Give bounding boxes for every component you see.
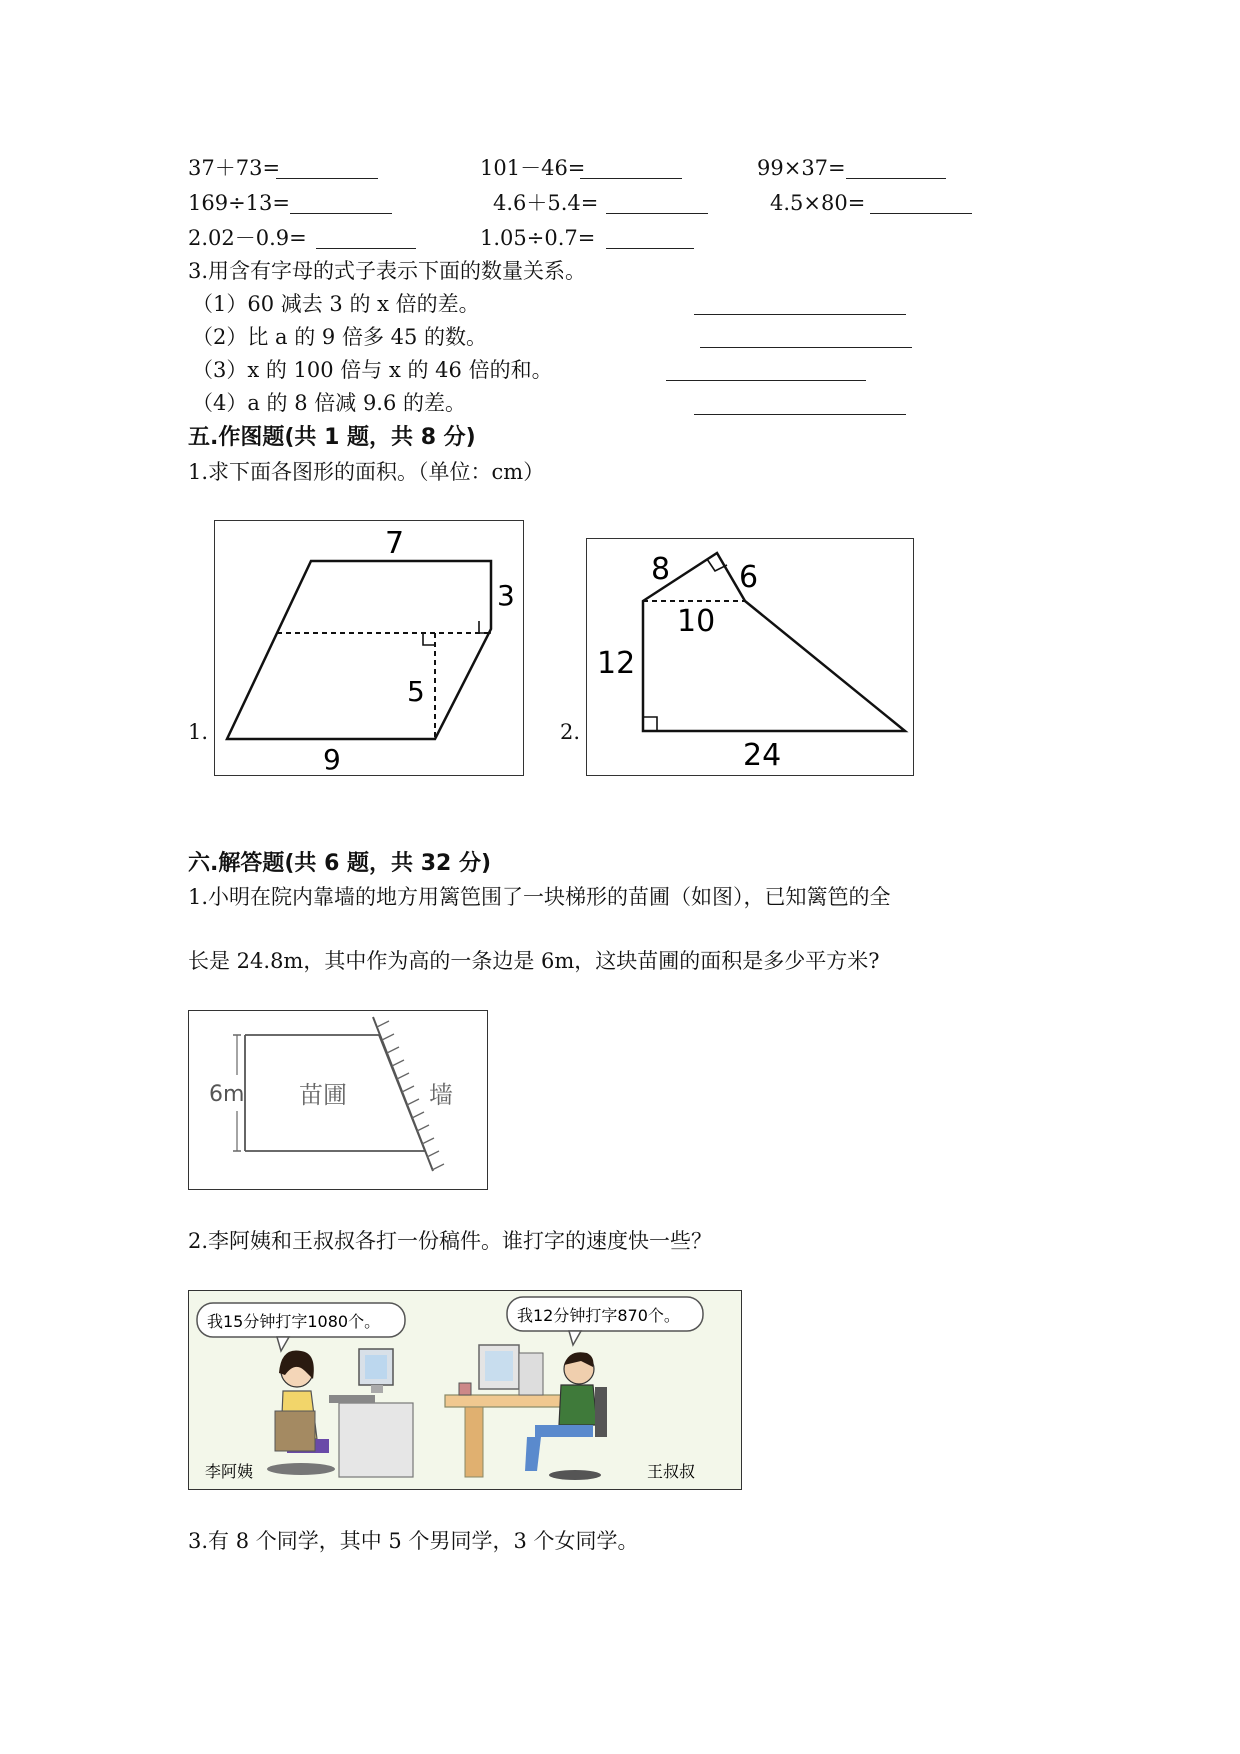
calc-expression: 99×37=	[757, 156, 846, 180]
name-right: 王叔叔	[647, 1462, 696, 1481]
answer-blank[interactable]	[666, 380, 866, 381]
question-3-item: （2）比 a 的 9 倍多 45 的数。	[192, 325, 488, 349]
garden-height-label: 6m	[209, 1082, 245, 1107]
question-3-item: （4）a 的 8 倍减 9.6 的差。	[192, 391, 467, 415]
name-left: 李阿姨	[205, 1462, 254, 1481]
calc-expression: 4.5×80=	[770, 191, 866, 215]
calc-expression: 37＋73=	[188, 156, 281, 180]
figure-2-label: 2.	[560, 720, 581, 744]
typing-scene	[189, 1291, 741, 1489]
answer-blank[interactable]	[316, 248, 416, 249]
answer-blank[interactable]	[694, 314, 906, 315]
calc-expression: 2.02－0.9=	[188, 226, 307, 250]
section-6-question-3: 3.有 8 个同学，其中 5 个男同学，3 个女同学。	[188, 1529, 639, 1553]
calc-expression: 169÷13=	[188, 191, 290, 215]
calc-expression: 101－46=	[480, 156, 586, 180]
question-3-item: （3）x 的 100 倍与 x 的 46 倍的和。	[192, 358, 553, 382]
garden-trapezoid	[189, 1011, 487, 1189]
label-10: 10	[677, 604, 716, 639]
section-6-heading: 六.解答题(共 6 题，共 32 分)	[188, 851, 492, 876]
label-right: 3	[497, 579, 515, 612]
answer-blank[interactable]	[700, 347, 912, 348]
answer-blank[interactable]	[694, 414, 906, 415]
question-3-item: （1）60 减去 3 的 x 倍的差。	[192, 292, 480, 316]
label-8: 8	[651, 552, 671, 587]
figure-1-parallelogram	[214, 520, 524, 776]
label-top: 7	[385, 526, 405, 561]
answer-blank[interactable]	[606, 213, 708, 214]
calc-expression: 4.6＋5.4=	[493, 191, 599, 215]
section-6-question-1-line-1: 1.小明在院内靠墙的地方用篱笆围了一块梯形的苗圃（如图），已知篱笆的全	[188, 885, 891, 909]
label-12: 12	[597, 646, 636, 681]
label-height: 5	[407, 675, 425, 708]
trapezoid-diagram	[587, 539, 913, 775]
section-6-question-2: 2.李阿姨和王叔叔各打一份稿件。谁打字的速度快一些？	[188, 1229, 713, 1253]
answer-blank[interactable]	[606, 248, 694, 249]
answer-blank[interactable]	[290, 213, 392, 214]
bubble-left-text: 我15分钟打字1080个。	[207, 1312, 381, 1331]
label-6: 6	[739, 560, 759, 595]
answer-blank[interactable]	[580, 178, 682, 179]
section-5-question-1: 1.求下面各图形的面积。（单位：cm）	[188, 460, 545, 484]
wall-label: 墙	[429, 1081, 453, 1109]
garden-diagram	[188, 1010, 488, 1190]
section-6-question-1-line-2: 长是 24.8m，其中作为高的一条边是 6m，这块苗圃的面积是多少平方米?	[188, 949, 880, 973]
question-3-title: 3.用含有字母的式子表示下面的数量关系。	[188, 259, 587, 283]
calc-expression: 1.05÷0.7=	[480, 226, 596, 250]
label-bottom: 9	[323, 743, 341, 775]
answer-blank[interactable]	[870, 213, 972, 214]
answer-blank[interactable]	[276, 178, 378, 179]
bubble-right-text: 我12分钟打字870个。	[517, 1306, 680, 1325]
answer-blank[interactable]	[846, 178, 946, 179]
label-24: 24	[743, 738, 782, 773]
garden-label: 苗圃	[299, 1081, 347, 1109]
parallelogram-diagram	[215, 521, 523, 775]
figure-1-label: 1.	[188, 720, 209, 744]
figure-2-trapezoid	[586, 538, 914, 776]
typing-illustration	[188, 1290, 742, 1490]
section-5-heading: 五.作图题(共 1 题，共 8 分)	[188, 425, 476, 450]
